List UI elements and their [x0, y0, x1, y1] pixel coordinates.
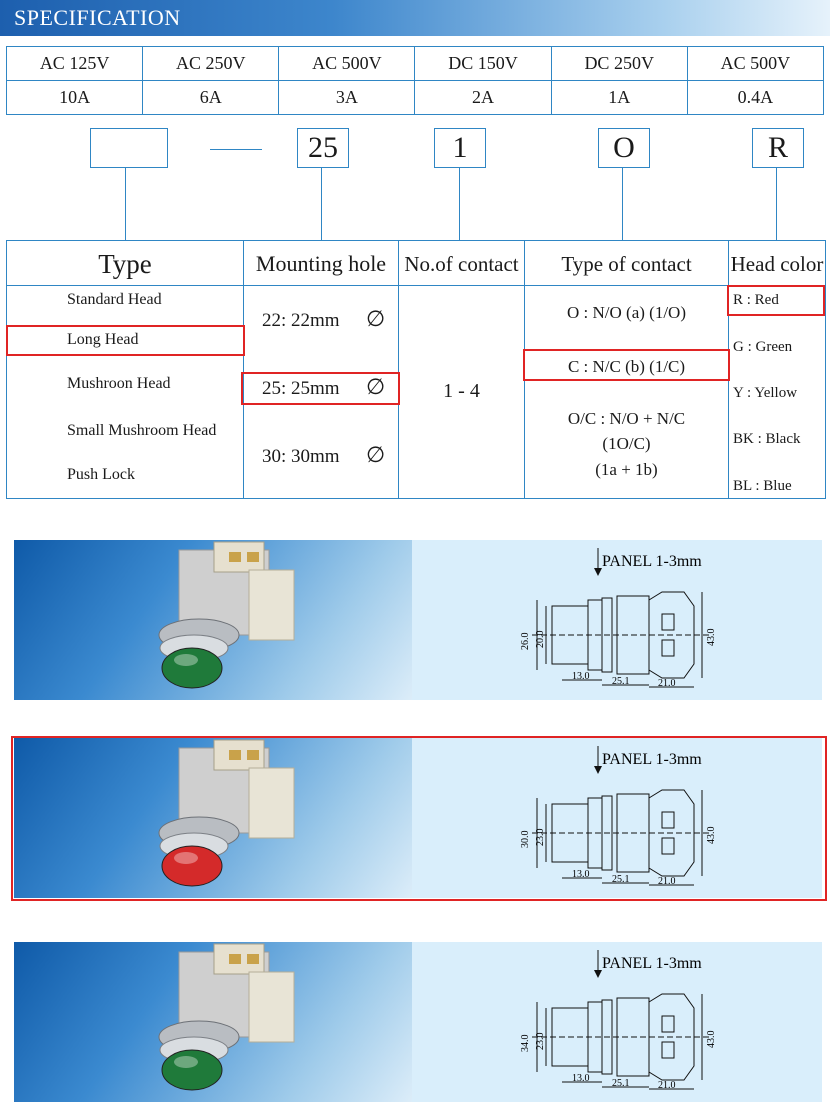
code-dash — [210, 149, 262, 150]
svg-text:43.0: 43.0 — [706, 628, 717, 646]
svg-text:20.0: 20.0 — [535, 630, 546, 648]
push-button-knob — [162, 1050, 222, 1090]
voltage-cell: AC 125V — [7, 47, 143, 81]
current-row — [7, 81, 824, 115]
panel-label: PANEL 1-3mm — [602, 751, 702, 768]
code-box-contact-type: O — [598, 128, 650, 168]
code-box-contact-no: 1 — [434, 128, 486, 168]
push-button-illustration — [14, 540, 412, 700]
product-photo — [14, 942, 412, 1102]
code-box-hole: 25 — [297, 128, 349, 168]
connector-line — [459, 168, 460, 240]
svg-text:25.1: 25.1 — [612, 1078, 630, 1089]
color-option: BK : Black — [733, 431, 801, 447]
selection-table — [6, 240, 826, 499]
diameter-icon: ∅ — [366, 374, 386, 399]
contact-option: C : N/C (b) (1/C) — [567, 357, 686, 376]
svg-text:30.0: 30.0 — [520, 830, 531, 848]
code-box-color: R — [752, 128, 804, 168]
svg-text:43.0: 43.0 — [706, 1030, 717, 1048]
dimension-drawing — [412, 942, 822, 1102]
color-option: Y : Yellow — [733, 385, 798, 401]
connector-line — [125, 168, 126, 240]
hole-option: 22: 22mm — [262, 310, 340, 331]
type-option: Mushroon Head — [67, 375, 171, 392]
svg-text:23.0: 23.0 — [535, 828, 546, 846]
type-option: Long Head — [67, 331, 139, 348]
voltage-cell: AC 250V — [143, 47, 279, 81]
type-option: Small Mushroom Head — [67, 422, 217, 439]
svg-text:34.0: 34.0 — [520, 1034, 531, 1052]
type-option: Standard Head — [67, 291, 162, 308]
current-cell: 10A — [7, 81, 143, 115]
header-type-contact: Type of contact — [561, 252, 692, 276]
svg-text:21.0: 21.0 — [658, 876, 676, 887]
contact-option: O/C : N/O + N/C — [567, 409, 686, 428]
selected-highlight — [727, 285, 825, 316]
hole-option: 30: 30mm — [262, 446, 340, 467]
diameter-icon: ∅ — [366, 306, 386, 331]
voltage-cell: DC 250V — [551, 47, 687, 81]
voltage-cell: AC 500V — [687, 47, 823, 81]
color-option: R : Red — [733, 292, 779, 308]
voltage-row — [7, 47, 824, 81]
current-cell: 6A — [143, 81, 279, 115]
header-no-contact: No.of contact — [404, 252, 519, 276]
current-cell: 3A — [279, 81, 415, 115]
current-cell: 0.4A — [687, 81, 823, 115]
svg-text:25.1: 25.1 — [612, 676, 630, 687]
svg-text:13.0: 13.0 — [572, 671, 590, 682]
contact-option: (1O/C) — [602, 434, 651, 453]
panel-label: PANEL 1-3mm — [602, 955, 702, 972]
svg-text:13.0: 13.0 — [572, 869, 590, 880]
selected-product-highlight — [11, 736, 827, 901]
dimension-drawing — [412, 540, 822, 700]
header-mounting-hole: Mounting hole — [255, 251, 387, 276]
svg-text:13.0: 13.0 — [572, 1073, 590, 1084]
rating-table — [6, 46, 824, 115]
svg-text:23.0: 23.0 — [535, 1032, 546, 1050]
header-type: Type — [98, 249, 152, 279]
header-head-color: Head color — [730, 252, 824, 276]
voltage-cell: DC 150V — [415, 47, 551, 81]
voltage-cell: AC 500V — [279, 47, 415, 81]
header-divider — [7, 285, 825, 286]
contact-count: 1 - 4 — [443, 380, 480, 402]
code-box-type — [90, 128, 168, 168]
product-photo — [14, 540, 412, 700]
selected-highlight — [241, 372, 400, 405]
svg-text:43.0: 43.0 — [706, 826, 717, 844]
svg-text:25.1: 25.1 — [612, 874, 630, 885]
selected-highlight — [523, 349, 730, 381]
color-option: BL : Blue — [733, 478, 792, 494]
panel-label: PANEL 1-3mm — [602, 553, 702, 570]
diameter-icon: ∅ — [366, 442, 386, 467]
current-cell: 1A — [551, 81, 687, 115]
push-button-illustration — [14, 942, 412, 1102]
push-button-knob — [162, 648, 222, 688]
connector-line — [622, 168, 623, 240]
connector-line — [776, 168, 777, 240]
svg-text:21.0: 21.0 — [658, 678, 676, 689]
section-title: SPECIFICATION — [14, 5, 181, 30]
svg-text:21.0: 21.0 — [658, 1080, 676, 1091]
connector-line — [321, 168, 322, 240]
selected-highlight — [6, 325, 245, 356]
hole-option: 25: 25mm — [262, 378, 340, 399]
color-option: G : Green — [733, 339, 793, 355]
contact-option: O : N/O (a) (1/O) — [567, 303, 686, 322]
current-cell: 2A — [415, 81, 551, 115]
type-option: Push Lock — [67, 466, 135, 483]
section-header — [0, 0, 830, 36]
contact-option: (1a + 1b) — [595, 460, 658, 479]
svg-text:26.0: 26.0 — [520, 632, 531, 650]
